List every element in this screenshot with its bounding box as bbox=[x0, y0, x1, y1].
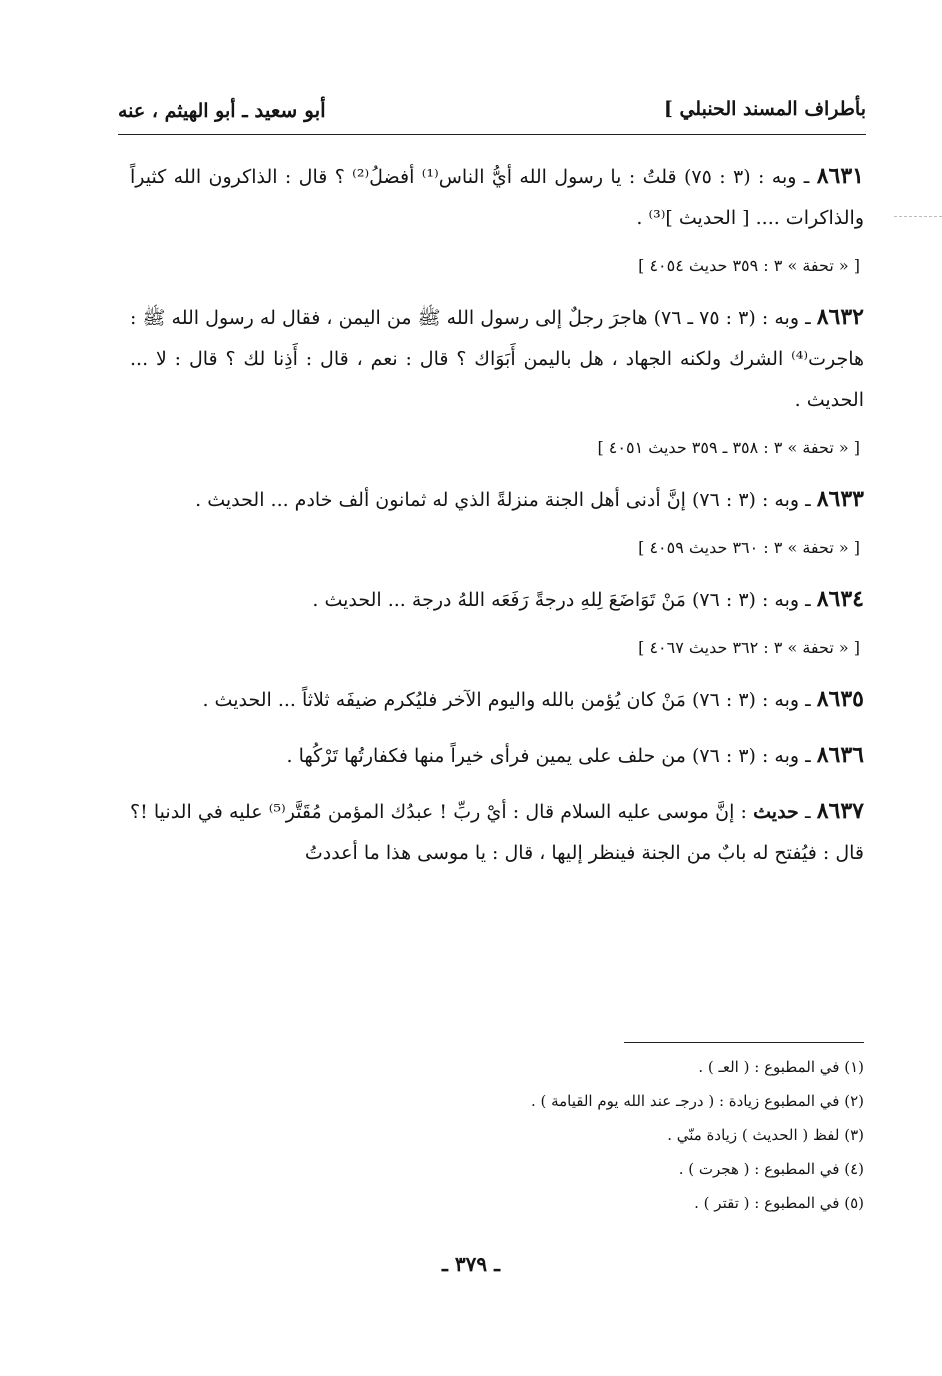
tuhfa-reference: [ « تحفة » ٣ : ٣٦٢ حديث ٤٠٦٧ ] bbox=[638, 638, 860, 657]
footnote: (٣) لفظ ( الحديث ) زيادة منّي . bbox=[667, 1126, 864, 1144]
hadith-text: ـ وبه : (٣ : ٧٦) مَنْ كان يُؤمن بالله واليوم الآخر فليُكرم ضيفَه ثلاثاً ... الحديث . bbox=[202, 689, 817, 711]
tuhfa-reference: [ « تحفة » ٣ : ٣٦٠ حديث ٤٠٥٩ ] bbox=[638, 538, 860, 557]
tuhfa-reference: [ « تحفة » ٣ : ٣٥٩ حديث ٤٠٥٤ ] bbox=[638, 256, 860, 275]
header-book-title: بأطراف المسند الحنبلي ] bbox=[663, 98, 866, 120]
hadith-text: ـ وبه : (٣ : ٧٦) إنَّ أدنى أهل الجنة منزلةً الذي له ثمانون ألف خادم ... الحديث . bbox=[195, 489, 817, 511]
header-divider bbox=[118, 134, 866, 135]
header-section-rest: ـ أبو الهيثم ، عنه bbox=[118, 100, 255, 122]
hadith-entry bbox=[130, 679, 864, 721]
footnote: (٢) في المطبوع زيادة : ( درجـ عند الله يوم القيامة ) . bbox=[530, 1092, 864, 1110]
hadith-number: ٨٦٣٧ bbox=[816, 798, 864, 824]
hadith-entry bbox=[130, 735, 864, 777]
hadith-number: ٨٦٣٤ bbox=[816, 586, 864, 612]
hadith-entry bbox=[130, 479, 864, 521]
hadith-text: ـ وبه : (٣ : ٧٦) مَنْ تَوَاضَعَ لِلهِ درجةً رَفَعَه اللهُ درجة ... الحديث . bbox=[312, 589, 817, 611]
running-header bbox=[118, 96, 866, 130]
header-narrator-name: أبو سعيد bbox=[254, 98, 326, 122]
tuhfa-reference: [ « تحفة » ٣ : ٣٥٨ ـ ٣٥٩ حديث ٤٠٥١ ] bbox=[597, 438, 860, 457]
hadith-number: ٨٦٣١ bbox=[816, 163, 864, 189]
hadith-number: ٨٦٣٥ bbox=[816, 686, 864, 712]
footnote: (١) في المطبوع : ( العـ ) . bbox=[698, 1058, 864, 1076]
page-number: ـ ٣٧٩ ـ bbox=[442, 1252, 500, 1276]
hadith-keyword: حديث bbox=[753, 801, 799, 823]
scan-edge-mark bbox=[894, 216, 942, 217]
hadith-number: ٨٦٣٣ bbox=[816, 486, 864, 512]
hadith-number: ٨٦٣٦ bbox=[816, 742, 864, 768]
hadith-text: : إنَّ موسى عليه السلام قال : أيْ ربِّ ! عبدُك المؤمن مُقَتَّر⁽⁵⁾ عليه في الدنيا !؟ قال : فيُفتح له بابٌ من الجنة فينظر إليها ، قال : يا موسى هذا ما أعددتُ bbox=[130, 801, 864, 864]
hadith-entry: ٨٦٣٧ ـ حديث : إنَّ موسى عليه السلام قال : أيْ ربِّ ! عبدُك المؤمن مُقَتَّر⁽⁵⁾ عليه في الدنيا !؟ قال : فيُفتح له بابٌ من الجنة فينظر إليها ، قال : يا موسى هذا ما أعددتُ bbox=[130, 798, 864, 864]
hadith-entry bbox=[130, 297, 864, 421]
hadith-text: ـ وبه : (٣ : ٧٦) من حلف على يمين فرأى خيراً منها فكفارتُها تَرْكُها . bbox=[286, 745, 817, 767]
hadith-text: ـ وبه : (٣ : ٧٥ ـ ٧٦) هاجرَ رجلٌ إلى رسول الله ﷺ من اليمن ، فقال له رسول الله ﷺ : هاجرت⁽⁴⁾ الشرك ولكنه الجهاد ، هل باليمن أَبَوَاك ؟ قال : نعم ، قال : أَذِنا لك ؟ قال : لا ... الحديث . bbox=[130, 307, 864, 411]
header-section-title bbox=[118, 98, 326, 122]
main-text bbox=[130, 156, 864, 888]
hadith-text: ـ وبه : (٣ : ٧٥) قلتُ : يا رسول الله أيُّ الناس⁽¹⁾ أفضلُ⁽²⁾ ؟ قال : الذاكرون الله كثيراً والذاكرات .... [ الحديث ]⁽³⁾ . bbox=[130, 166, 864, 229]
footnote: (٥) في المطبوع : ( تقتر ) . bbox=[694, 1194, 864, 1212]
hadith-number: ٨٦٣٢ bbox=[816, 304, 864, 330]
footnotes bbox=[364, 1050, 864, 1220]
hadith-entry bbox=[130, 579, 864, 621]
footnote-divider bbox=[624, 1042, 864, 1043]
hadith-entry bbox=[130, 156, 864, 239]
footnote: (٤) في المطبوع : ( هجرت ) . bbox=[678, 1160, 864, 1178]
